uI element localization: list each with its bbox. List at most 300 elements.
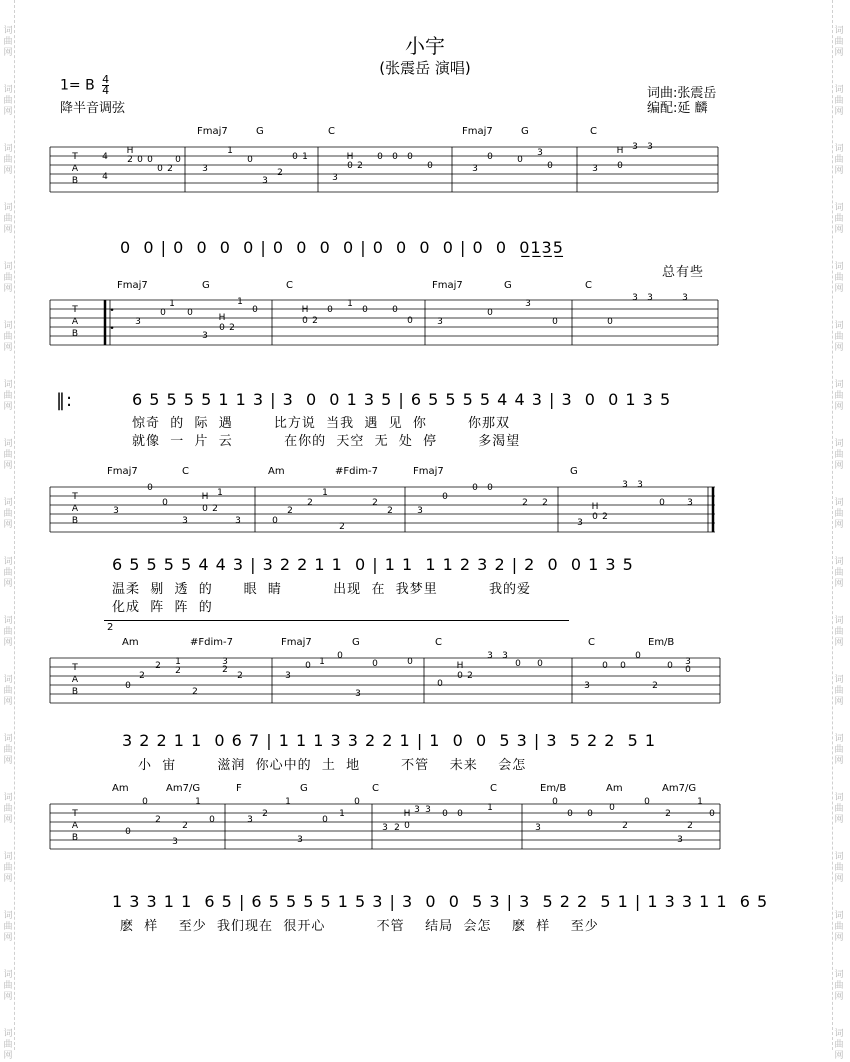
svg-text:A: A [71,504,79,514]
numbered-notation: 3 2 2 1 1 0 6 7 | 1 1 1 3 3 2 2 1 | 1 0 0 5 3 | 3 5 2 2 5 1 [122,731,657,750]
svg-text:3: 3 [682,293,688,303]
chord-label: Am [606,783,623,794]
watermark-glyph: 网 [3,756,13,766]
watermark-glyph: 网 [3,579,13,589]
watermark-glyph: 曲 [3,332,13,342]
watermark-glyph: 词 [834,557,844,567]
lyrics-line: 麽 样 至少 我们现在 很开心 不管 结局 会怎 麽 样 至少 [120,919,599,934]
svg-text:0: 0 [147,155,153,165]
svg-text:0: 0 [147,483,153,493]
svg-text:3: 3 [577,518,583,528]
svg-text:0: 0 [617,161,623,171]
svg-text:3: 3 [632,142,638,152]
watermark-glyph: 词 [3,557,13,567]
watermark-right [832,0,845,1061]
svg-text:T: T [72,305,78,315]
lyrics-line: 惊奇 的 际 遇 比方说 当我 遇 见 你 你那双 [132,416,510,431]
watermark-glyph: 词 [3,26,13,36]
watermark-glyph: 网 [3,520,13,530]
watermark-glyph: 网 [834,638,844,648]
watermark-glyph: 词 [834,911,844,921]
svg-text:2: 2 [357,161,363,171]
watermark-glyph: 曲 [3,1040,13,1050]
svg-text:0: 0 [202,504,208,514]
svg-text:0: 0 [437,679,443,689]
watermark-glyph: 网 [834,874,844,884]
svg-text:2: 2 [155,815,161,825]
watermark-glyph: 词 [3,439,13,449]
svg-text:B: B [71,516,79,526]
svg-text:T: T [72,492,78,502]
volta-bracket-label: 2 [107,622,114,633]
svg-text:0: 0 [362,305,368,315]
svg-text:3: 3 [437,317,443,327]
svg-text:2: 2 [175,666,181,676]
watermark-glyph: 网 [834,48,844,58]
svg-text:0: 0 [354,797,360,807]
lyrics-line: 总有些 [662,265,705,280]
svg-text:3: 3 [472,164,478,174]
volta-bracket [104,620,569,621]
svg-text:B: B [71,687,79,697]
chord-label: C [182,466,189,477]
watermark-glyph: 网 [834,225,844,235]
svg-text:3: 3 [382,823,388,833]
watermark-glyph: 曲 [3,568,13,578]
svg-text:0: 0 [457,671,463,681]
watermark-glyph: 网 [834,697,844,707]
watermark-glyph: 曲 [3,37,13,47]
chord-label: Em/B [540,783,567,794]
svg-text:H: H [201,492,209,502]
watermark-glyph: 词 [3,321,13,331]
watermark-glyph: 词 [834,793,844,803]
watermark-glyph: 曲 [834,214,844,224]
watermark-glyph: 词 [834,439,844,449]
svg-text:3: 3 [247,815,253,825]
chord-label: C [372,783,379,794]
svg-text:3: 3 [172,837,178,847]
svg-text:H: H [301,305,309,315]
watermark-glyph: 曲 [3,981,13,991]
chord-label: G [570,466,578,477]
svg-text:H: H [126,146,134,156]
chord-label: G [504,280,512,291]
svg-text:0: 0 [517,155,523,165]
svg-text:0: 0 [552,317,558,327]
svg-text:H: H [346,152,354,162]
svg-text:•: • [109,306,115,316]
watermark-glyph: 曲 [3,391,13,401]
svg-text:2: 2 [155,661,161,671]
svg-text:1: 1 [487,803,493,813]
watermark-glyph: 词 [834,970,844,980]
svg-text:B: B [71,176,79,186]
watermark-glyph: 网 [834,1051,844,1061]
lyrics-line: 温柔 剔 透 的 眼 睛 出现 在 我梦里 我的爱 [112,582,532,597]
svg-text:2: 2 [167,164,173,174]
svg-text:0: 0 [487,308,493,318]
svg-text:1: 1 [237,297,243,307]
svg-text:3: 3 [525,299,531,309]
watermark-glyph: 词 [834,1029,844,1039]
watermark-glyph: 网 [3,815,13,825]
svg-text:0: 0 [187,308,193,318]
watermark-glyph: 词 [3,1029,13,1039]
watermark-glyph: 曲 [834,391,844,401]
svg-text:3: 3 [537,148,543,158]
svg-text:1: 1 [285,797,291,807]
watermark-glyph: 词 [3,911,13,921]
watermark-glyph: 网 [3,107,13,117]
numbered-notation: 6 5 5 5 5 4 4 3 | 3 2 2 1 1 0 | 1 1 1 1 2 3 2 | 2 0 0 1 3 5 [112,555,634,574]
svg-text:3: 3 [113,506,119,516]
svg-text:3: 3 [637,480,643,490]
svg-text:1: 1 [319,657,325,667]
watermark-glyph: 曲 [3,804,13,814]
chord-label: Am [112,783,129,794]
svg-text:0: 0 [209,815,215,825]
chord-label: #Fdim-7 [335,466,378,477]
svg-text:0: 0 [567,809,573,819]
svg-text:3: 3 [414,805,420,815]
watermark-glyph: 曲 [3,745,13,755]
svg-text:0: 0 [685,665,691,675]
watermark-glyph: 词 [3,498,13,508]
svg-text:0: 0 [175,155,181,165]
watermark-glyph: 词 [834,262,844,272]
svg-text:0: 0 [407,316,413,326]
svg-text:4: 4 [102,172,108,182]
svg-text:1: 1 [339,809,345,819]
svg-text:0: 0 [157,164,163,174]
watermark-glyph: 曲 [834,804,844,814]
svg-text:0: 0 [137,155,143,165]
watermark-glyph: 曲 [834,627,844,637]
svg-text:H: H [403,809,411,819]
repeat-start-sign: ‖: [56,390,74,411]
watermark-glyph: 曲 [3,922,13,932]
watermark-glyph: 网 [3,48,13,58]
watermark-glyph: 词 [3,734,13,744]
watermark-glyph: 曲 [834,863,844,873]
svg-text:3: 3 [222,657,228,667]
svg-text:B: B [71,833,79,843]
watermark-glyph: 词 [834,380,844,390]
svg-text:3: 3 [502,651,508,661]
svg-text:0: 0 [302,316,308,326]
watermark-glyph: 词 [834,852,844,862]
time-signature-bottom: 4 [102,84,110,97]
watermark-glyph: 网 [834,107,844,117]
svg-text:0: 0 [427,161,433,171]
svg-text:T: T [72,152,78,162]
watermark-glyph: 曲 [834,686,844,696]
chord-label: G [256,126,264,137]
chord-label: C [435,637,442,648]
watermark-glyph: 词 [3,85,13,95]
svg-text:0: 0 [537,659,543,669]
svg-text:0: 0 [392,305,398,315]
watermark-glyph: 网 [834,579,844,589]
svg-text:0: 0 [252,305,258,315]
chord-label: Am7/G [166,783,201,794]
svg-text:2: 2 [192,687,198,697]
watermark-glyph: 曲 [3,686,13,696]
watermark-glyph: 网 [834,402,844,412]
svg-text:2: 2 [277,168,283,178]
svg-text:0: 0 [219,323,225,333]
svg-text:3: 3 [487,651,493,661]
svg-text:0: 0 [487,152,493,162]
svg-text:0: 0 [587,809,593,819]
watermark-glyph: 网 [834,992,844,1002]
svg-text:0: 0 [667,661,673,671]
svg-text:0: 0 [272,516,278,526]
svg-text:2: 2 [212,504,218,514]
svg-text:0: 0 [305,661,311,671]
chord-label: Fmaj7 [432,280,463,291]
svg-text:2: 2 [522,498,528,508]
svg-text:H: H [616,146,624,156]
watermark-glyph: 曲 [834,273,844,283]
svg-text:3: 3 [285,671,291,681]
watermark-glyph: 曲 [3,214,13,224]
svg-text:2: 2 [394,823,400,833]
watermark-glyph: 曲 [834,509,844,519]
svg-text:2: 2 [467,671,473,681]
svg-text:2: 2 [139,671,145,681]
svg-text:T: T [72,663,78,673]
svg-text:2: 2 [262,809,268,819]
chord-label: Am [122,637,139,648]
svg-text:3: 3 [592,164,598,174]
svg-text:2: 2 [127,155,133,165]
chord-label: Fmaj7 [197,126,228,137]
watermark-glyph: 词 [834,675,844,685]
chord-label: Am [268,466,285,477]
watermark-glyph: 曲 [834,332,844,342]
svg-text:0: 0 [487,483,493,493]
svg-text:H: H [456,661,464,671]
svg-text:0: 0 [607,317,613,327]
watermark-glyph: 词 [3,144,13,154]
watermark-glyph: 词 [3,262,13,272]
chord-label: Am7/G [662,783,697,794]
svg-text:0: 0 [372,659,378,669]
watermark-glyph: 曲 [834,96,844,106]
chord-label: Fmaj7 [413,466,444,477]
chord-label: G [521,126,529,137]
watermark-glyph: 曲 [3,509,13,519]
chord-label: C [588,637,595,648]
numbered-notation: 0 0 | 0 0 0 0 | 0 0 0 0 | 0 0 0 0 | 0 0 0̲1̲3̲5̲ [120,238,564,257]
svg-text:2: 2 [339,522,345,532]
svg-text:A: A [71,821,79,831]
tab-staff [50,797,720,856]
svg-text:3: 3 [182,516,188,526]
svg-text:T: T [72,809,78,819]
svg-text:2: 2 [622,821,628,831]
svg-text:0: 0 [125,681,131,691]
svg-text:1: 1 [227,146,233,156]
svg-text:0: 0 [515,659,521,669]
tab-staff [50,480,715,539]
watermark-glyph: 网 [834,520,844,530]
svg-text:H: H [591,502,599,512]
watermark-glyph: 词 [834,734,844,744]
svg-text:0: 0 [377,152,383,162]
tuning-note: 降半音调弦 [60,101,126,116]
svg-text:0: 0 [659,498,665,508]
credit-lyrics: 词曲:张震岳 [647,86,717,101]
svg-text:0: 0 [407,657,413,667]
time-signature-top: 4 [102,73,110,86]
watermark-glyph: 网 [834,461,844,471]
watermark-glyph: 网 [834,815,844,825]
svg-text:0: 0 [160,308,166,318]
svg-text:2: 2 [372,498,378,508]
svg-text:0: 0 [620,661,626,671]
watermark-glyph: 网 [834,756,844,766]
svg-text:H: H [218,313,226,323]
numbered-notation: 1 3 3 1 1 6 5 | 6 5 5 5 5 1 5 3 | 3 0 0 5 3 | 3 5 2 2 5 1 | 1 3 3 1 1 6 5 [112,892,769,911]
lyrics-line: 小 宙 滋润 你心中的 土 地 不管 未来 会怎 [138,758,527,773]
watermark-glyph: 词 [3,970,13,980]
svg-text:3: 3 [622,480,628,490]
svg-text:3: 3 [685,657,691,667]
svg-text:2: 2 [665,809,671,819]
song-title: 小宇 [405,34,445,58]
watermark-glyph: 网 [3,461,13,471]
chord-label: Fmaj7 [107,466,138,477]
watermark-glyph: 曲 [834,1040,844,1050]
svg-text:2: 2 [312,316,318,326]
tab-staff [50,142,718,199]
svg-text:3: 3 [632,293,638,303]
watermark-glyph: 词 [834,85,844,95]
svg-text:3: 3 [202,331,208,341]
svg-text:3: 3 [202,164,208,174]
watermark-glyph: 网 [3,874,13,884]
chord-label: C [490,783,497,794]
svg-text:•: • [109,324,115,334]
chord-label: Fmaj7 [117,280,148,291]
watermark-glyph: 曲 [3,863,13,873]
key-label: 1= B [60,77,95,94]
svg-text:0: 0 [644,797,650,807]
svg-text:0: 0 [592,512,598,522]
watermark-glyph: 曲 [834,745,844,755]
watermark-glyph: 词 [834,26,844,36]
watermark-glyph: 网 [3,284,13,294]
chord-label: Fmaj7 [281,637,312,648]
watermark-glyph: 曲 [3,273,13,283]
key-signature [60,75,109,96]
svg-text:0: 0 [602,661,608,671]
watermark-glyph: 曲 [3,155,13,165]
svg-text:0: 0 [404,821,410,831]
svg-text:3: 3 [584,681,590,691]
svg-text:0: 0 [407,152,413,162]
svg-text:A: A [71,164,79,174]
watermark-glyph: 词 [3,793,13,803]
watermark-glyph: 网 [3,225,13,235]
watermark-glyph: 网 [3,638,13,648]
credit-arranger: 编配:延 麟 [647,101,708,116]
svg-text:0: 0 [337,651,343,661]
svg-text:0: 0 [292,152,298,162]
svg-text:1: 1 [175,657,181,667]
watermark-glyph: 词 [834,321,844,331]
svg-text:0: 0 [609,803,615,813]
svg-text:3: 3 [297,835,303,845]
chord-label: G [202,280,210,291]
chord-label: C [286,280,293,291]
chord-label: Em/B [648,637,675,648]
numbered-notation: 6 5 5 5 5 1 1 3 | 3 0 0 1 3 5 | 6 5 5 5 5 4 4 3 | 3 0 0 1 3 5 [132,390,672,409]
svg-text:A: A [71,317,79,327]
svg-text:0: 0 [547,161,553,171]
svg-text:1: 1 [169,299,175,309]
svg-text:2: 2 [229,323,235,333]
svg-text:3: 3 [355,689,361,699]
svg-text:0: 0 [247,155,253,165]
lyrics-line: 化成 阵 阵 的 [112,600,213,615]
tab-staff [50,293,718,352]
watermark-glyph: 网 [3,1051,13,1061]
svg-text:2: 2 [602,512,608,522]
svg-text:0: 0 [442,492,448,502]
svg-text:1: 1 [217,488,223,498]
watermark-glyph: 网 [834,933,844,943]
svg-text:0: 0 [347,161,353,171]
svg-text:3: 3 [235,516,241,526]
svg-text:0: 0 [709,809,715,819]
chord-label: F [236,783,242,794]
chord-label: C [328,126,335,137]
svg-text:2: 2 [542,498,548,508]
svg-text:0: 0 [472,483,478,493]
watermark-glyph: 词 [834,144,844,154]
chord-label: #Fdim-7 [190,637,233,648]
watermark-glyph: 网 [834,343,844,353]
svg-text:2: 2 [387,506,393,516]
watermark-glyph: 曲 [834,981,844,991]
watermark-glyph: 词 [3,616,13,626]
svg-text:2: 2 [222,665,228,675]
svg-text:0: 0 [162,498,168,508]
watermark-glyph: 词 [834,203,844,213]
watermark-glyph: 词 [834,616,844,626]
chord-label: C [585,280,592,291]
watermark-glyph: 网 [3,992,13,1002]
watermark-glyph: 曲 [834,922,844,932]
chord-label: G [300,783,308,794]
svg-text:A: A [71,675,79,685]
watermark-glyph: 词 [3,675,13,685]
watermark-glyph: 曲 [3,450,13,460]
svg-text:2: 2 [182,821,188,831]
watermark-glyph: 网 [3,343,13,353]
svg-text:3: 3 [425,805,431,815]
song-subtitle: (张震岳 演唱) [379,59,471,77]
svg-text:3: 3 [417,506,423,516]
svg-text:0: 0 [125,827,131,837]
svg-text:0: 0 [635,651,641,661]
svg-text:0: 0 [322,815,328,825]
svg-text:3: 3 [687,498,693,508]
